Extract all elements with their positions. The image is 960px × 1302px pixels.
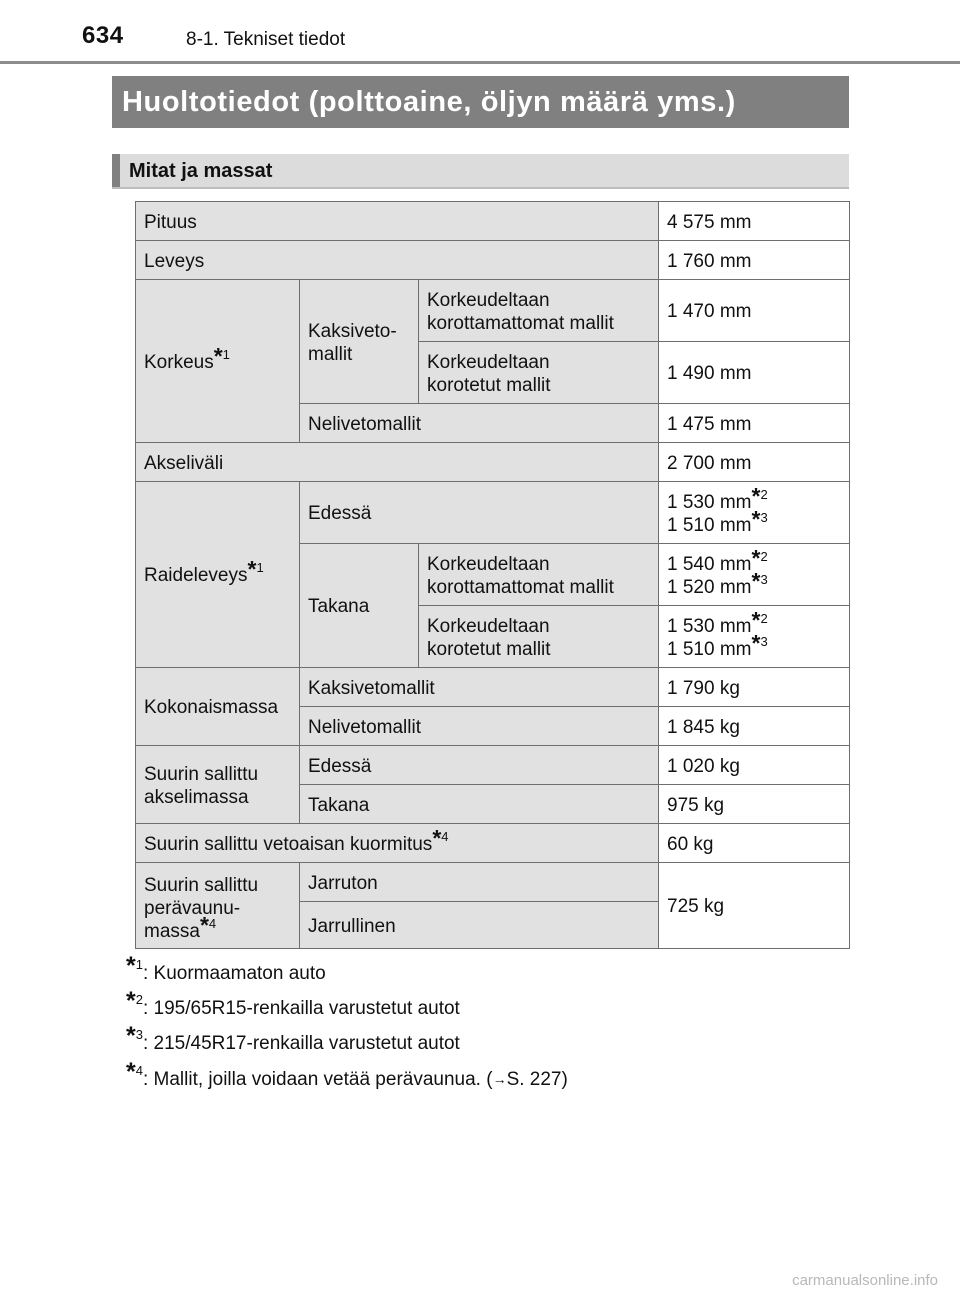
cell-label: Jarruton [300, 863, 659, 902]
table-row [136, 202, 850, 241]
subheading-text: Mitat ja massat [129, 160, 273, 182]
asterisk-icon: * [432, 824, 442, 851]
watermark: carmanualsonline.info [792, 1272, 938, 1289]
korkeus-label: Korkeus [144, 351, 214, 373]
table-row [136, 824, 850, 863]
cell-value: 1 530 mm*$^2$ 1 510 mm*$^3$ [659, 606, 850, 668]
table-row [136, 863, 850, 902]
cell-label: Akseliväli [136, 443, 659, 482]
cell-label: Pituus [136, 202, 659, 241]
arrow-right-icon: → [492, 1071, 507, 1087]
subheading-accent-bar [112, 154, 120, 187]
cell-value: 4 575 mm [659, 202, 850, 241]
cell-value: 975 kg [659, 785, 850, 824]
footnote: *$^2$: 195/65R15-renkailla varustetut autot [126, 987, 460, 1019]
cell-value: 1 470 mm [659, 280, 850, 342]
table-row [136, 280, 850, 342]
asterisk-icon: * [751, 505, 761, 532]
table-row [136, 668, 850, 707]
asterisk-icon: * [213, 342, 223, 369]
cell-label: Korkeudeltaan korottamattomat mallit [419, 280, 659, 342]
cell-label: Suurin sallittu vetoaisan kuormitus*$^4$ [136, 824, 659, 863]
footnotes [126, 952, 568, 1100]
cell-label: Takana [300, 785, 659, 824]
cell-label [136, 280, 300, 443]
cell-label: Leveys [136, 241, 659, 280]
table-row [136, 241, 850, 280]
cell-label: Suurin sallittu perävaunu- massa*$^4$ [136, 863, 300, 949]
cell-value: 1 020 kg [659, 746, 850, 785]
cell-value: 2 700 mm [659, 443, 850, 482]
note-ref: 1 [222, 346, 230, 362]
page-number: 634 [82, 22, 124, 49]
cell-label: Suurin sallittu akselimassa [136, 746, 300, 824]
cell-label: Kaksivetomallit [300, 668, 659, 707]
vetoaisa-label: Suurin sallittu vetoaisan kuormitus [144, 833, 433, 855]
cell-value: 1 540 mm*$^2$ 1 520 mm*$^3$ [659, 544, 850, 606]
asterisk-icon: * [751, 629, 761, 656]
cell-label: Jarrullinen [300, 902, 659, 949]
asterisk-icon: * [751, 567, 761, 594]
cell-label: Korkeudeltaan korotetut mallit [419, 342, 659, 404]
cell-label: Korkeudeltaan korottamattomat mallit [419, 544, 659, 606]
cell-label: Takana [300, 544, 419, 668]
raideleveys-label: Raideleveys [144, 565, 248, 586]
subheading [112, 154, 849, 189]
section-reference: 8-1. Tekniset tiedot [186, 29, 346, 50]
cell-value: 1 475 mm [659, 404, 850, 443]
page-title: Huoltotiedot (polttoaine, öljyn määrä yms.) [112, 76, 849, 128]
cell-value: 1 530 mm*$^2$ 1 510 mm*$^3$ [659, 482, 850, 544]
asterisk-icon: * [126, 1022, 136, 1050]
header-rule [0, 61, 960, 64]
note-ref: 1 [256, 560, 264, 575]
asterisk-icon: * [751, 544, 761, 571]
page-link[interactable]: S. 227 [506, 1069, 562, 1090]
peravaunu-label: Suurin sallittu perävaunu- massa [144, 875, 259, 942]
cell-value: 1 845 kg [659, 707, 850, 746]
cell-value: 60 kg [659, 824, 850, 863]
asterisk-icon: * [247, 556, 257, 582]
asterisk-icon: * [126, 987, 136, 1015]
table-row [136, 746, 850, 785]
cell-label: Edessä [300, 482, 659, 544]
cell-label [136, 482, 300, 668]
asterisk-icon: * [126, 1058, 136, 1086]
asterisk-icon: * [199, 912, 209, 938]
footnote: *$^1$: Kuormaamaton auto [126, 952, 326, 984]
cell-label: Kaksiveto- mallit [300, 280, 419, 404]
cell-label: Nelivetomallit [300, 707, 659, 746]
cell-label: Edessä [300, 746, 659, 785]
table-row [136, 482, 850, 544]
asterisk-icon: * [751, 482, 761, 509]
cell-label: Nelivetomallit [300, 404, 659, 443]
cell-value: 725 kg [659, 863, 850, 949]
asterisk-icon: * [751, 606, 761, 633]
footnote: *$^3$: 215/45R17-renkailla varustetut autot [126, 1022, 460, 1054]
table-row [136, 443, 850, 482]
specs-table [135, 201, 850, 949]
footnote: *$^4$: Mallit, joilla voidaan vetää perävaunua. (→S. 227) [126, 1058, 568, 1090]
cell-value: 1 490 mm [659, 342, 850, 404]
cell-value: 1 790 kg [659, 668, 850, 707]
asterisk-icon: * [126, 952, 136, 980]
cell-value: 1 760 mm [659, 241, 850, 280]
cell-label: Kokonaismassa [136, 668, 300, 746]
cell-label: Korkeudeltaan korotetut mallit [419, 606, 659, 668]
